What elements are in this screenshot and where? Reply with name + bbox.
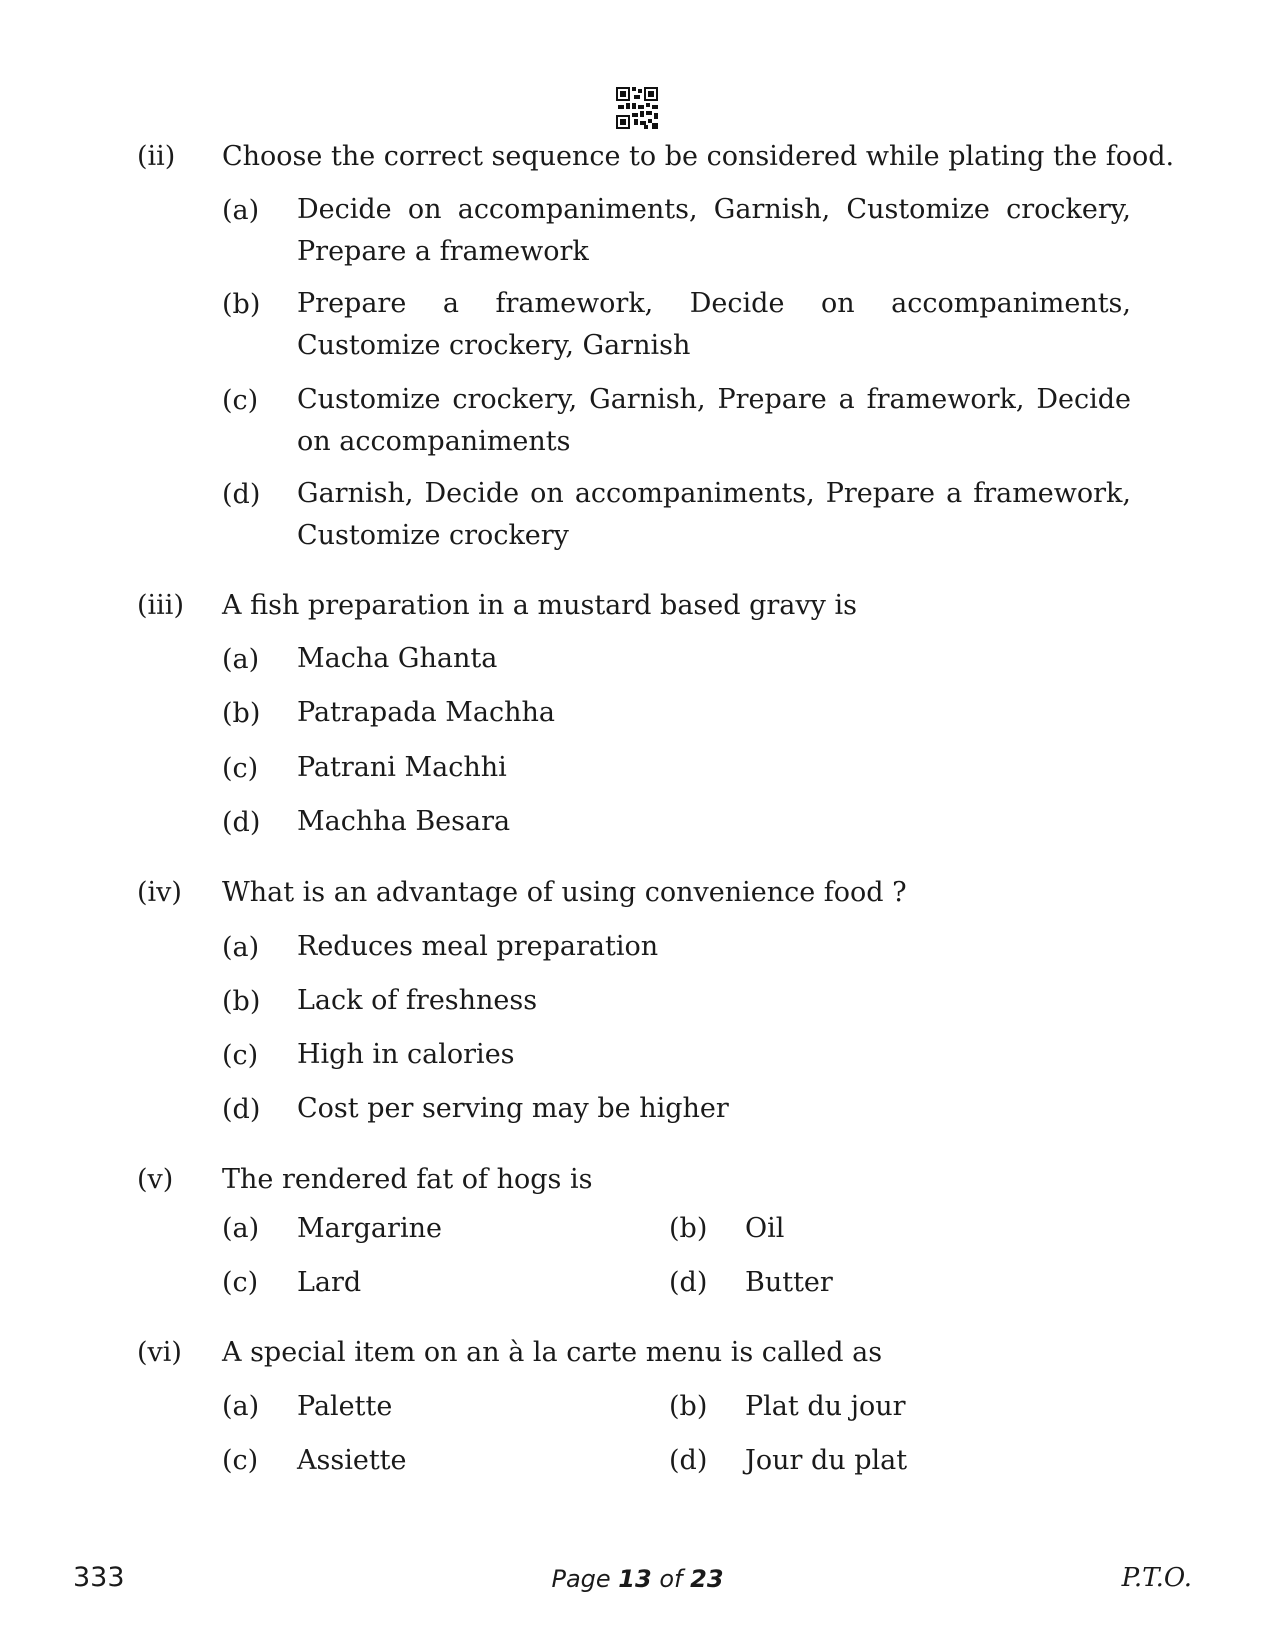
option-label: (c) (222, 385, 259, 416)
option-text: Macha Ghanta (297, 643, 498, 674)
option-text: Assiette (297, 1445, 407, 1476)
option-label: (d) (222, 1094, 261, 1125)
option-text: Cost per serving may be higher (297, 1093, 729, 1124)
question-text: The rendered fat of hogs is (222, 1164, 593, 1195)
qr-code (616, 87, 658, 129)
option-label: (d) (222, 479, 261, 510)
option-label: (d) (222, 807, 261, 838)
option-label: (b) (222, 986, 261, 1017)
option-label: (c) (222, 753, 259, 784)
question-number: (ii) (137, 141, 176, 172)
question-number: (iv) (137, 877, 182, 908)
option-text: Patrapada Machha (297, 697, 555, 728)
option-text: Jour du plat (745, 1445, 908, 1476)
page-number (0, 1565, 1275, 1593)
option-label: (a) (222, 644, 260, 675)
option-label: (c) (222, 1040, 259, 1071)
option-text: Plat du jour (745, 1391, 906, 1422)
page-word: Page (551, 1565, 611, 1593)
question-text: Choose the correct sequence to be considered while plating the food. (222, 141, 1175, 172)
option-label: (d) (669, 1445, 708, 1476)
option-text: Palette (297, 1391, 393, 1422)
option-label: (b) (222, 698, 261, 729)
option-text: Lard (297, 1267, 362, 1298)
question-text: A special item on an à la carte menu is called as (222, 1337, 883, 1368)
option-text: Margarine (297, 1213, 442, 1244)
option-label: (c) (222, 1445, 259, 1476)
question-number: (iii) (137, 590, 184, 621)
option-label: (b) (222, 289, 261, 320)
page-current: 13 (618, 1565, 652, 1593)
option-text: Customize crockery, Garnish, Prepare a framework, Decide on accompaniments (297, 384, 1131, 457)
pto-label: P.T.O. (1121, 1563, 1192, 1593)
option-text: Patrani Machhi (297, 752, 507, 783)
option-text: Butter (745, 1267, 833, 1298)
option-text: Reduces meal preparation (297, 931, 659, 962)
question-text: A fish preparation in a mustard based gravy is (222, 590, 857, 621)
option-label: (a) (222, 1213, 260, 1244)
option-label: (a) (222, 195, 260, 226)
page-total: 23 (690, 1565, 724, 1593)
option-label: (c) (222, 1267, 259, 1298)
option-text: Garnish, Decide on accompaniments, Prepare a framework, Customize crockery (297, 478, 1131, 551)
question-number: (v) (137, 1164, 174, 1195)
option-text: Machha Besara (297, 806, 511, 837)
option-text: Prepare a framework, Decide on accompaniments, Customize crockery, Garnish (297, 288, 1131, 361)
option-text: Lack of freshness (297, 985, 538, 1016)
option-text: High in calories (297, 1039, 515, 1070)
option-label: (d) (669, 1267, 708, 1298)
question-text: What is an advantage of using convenience food ? (222, 877, 907, 908)
question-number: (vi) (137, 1337, 182, 1368)
page-of: of (659, 1565, 683, 1593)
paper-code: 333 (73, 1562, 125, 1593)
option-label: (b) (669, 1391, 708, 1422)
option-label: (b) (669, 1213, 708, 1244)
option-label: (a) (222, 1391, 260, 1422)
option-label: (a) (222, 932, 260, 963)
option-text: Oil (745, 1213, 785, 1244)
option-text: Decide on accompaniments, Garnish, Customize crockery, Prepare a framework (297, 194, 1131, 267)
